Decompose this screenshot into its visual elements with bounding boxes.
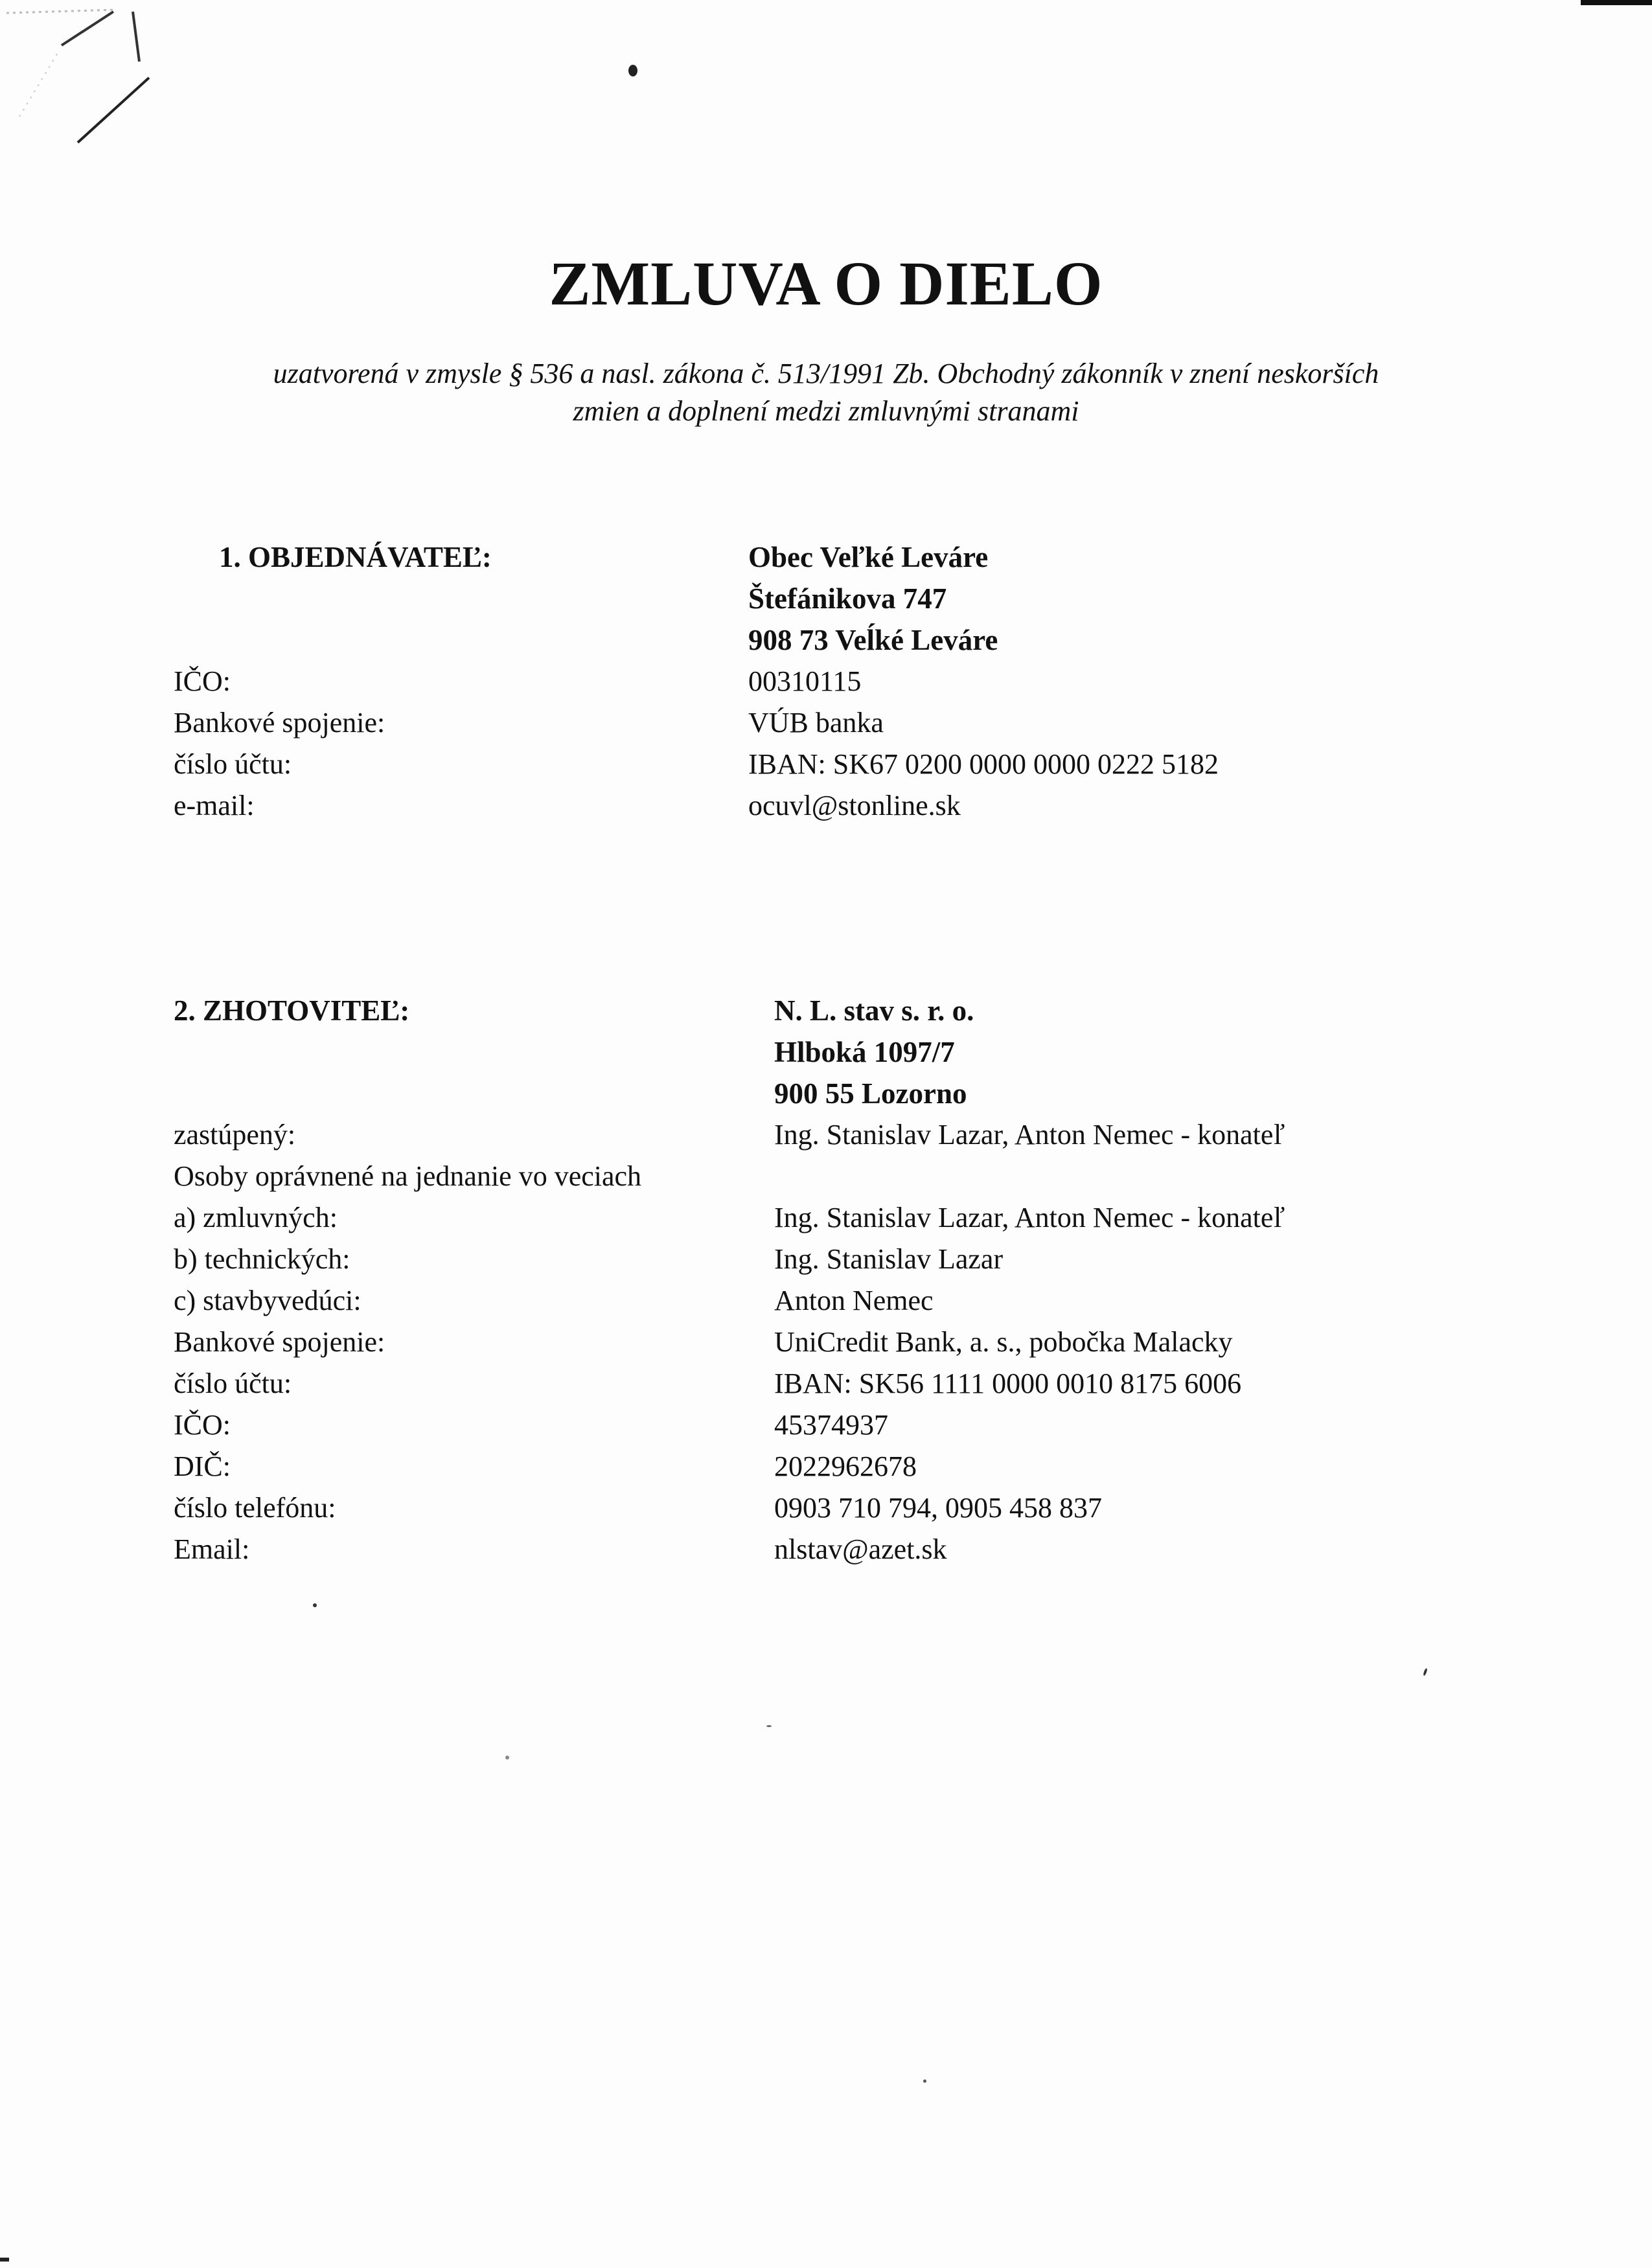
section-heading: 1. OBJEDNÁVATEĽ: [219, 541, 492, 573]
section-heading: 2. ZHOTOVITEĽ: [174, 994, 410, 1027]
field-value: VÚB banka [748, 707, 884, 739]
scan-speck [505, 1756, 509, 1759]
field-row [0, 1322, 1652, 1363]
field-label: IČO: [174, 1409, 231, 1441]
field-row [0, 1404, 1652, 1446]
field-value: nlstav@azet.sk [774, 1533, 947, 1565]
party-city: 908 73 Veĺké Leváre [748, 624, 998, 656]
party-street: Štefánikova 747 [748, 582, 947, 615]
field-row [0, 1197, 1652, 1239]
field-label: Bankové spojenie: [174, 1326, 385, 1358]
document-subtitle [0, 355, 1652, 430]
field-row [0, 1446, 1652, 1487]
field-label: IČO: [174, 665, 231, 697]
scan-speck [313, 1603, 317, 1607]
field-label: c) stavbyvedúci: [174, 1285, 361, 1316]
field-value: Ing. Stanislav Lazar, Anton Nemec - konateľ [774, 1202, 1285, 1233]
scan-corner-mark [0, 0, 168, 155]
field-label: b) technických: [174, 1243, 350, 1275]
field-value: ocuvl@stonline.sk [748, 790, 961, 821]
field-row [0, 1487, 1652, 1529]
party-name: Obec Veľké Leváre [748, 541, 989, 573]
field-label: Email: [174, 1533, 250, 1565]
field-row [0, 1363, 1652, 1404]
field-label: DIČ: [174, 1450, 231, 1482]
field-row [0, 1156, 1652, 1197]
field-value: IBAN: SK56 1111 0000 0010 8175 6006 [774, 1368, 1242, 1399]
scan-speck [0, 2258, 9, 2262]
field-value: 0903 710 794, 0905 458 837 [774, 1492, 1102, 1524]
document-title: ZMLUVA O DIELO [549, 249, 1103, 318]
party-city: 900 55 Lozorno [774, 1077, 967, 1110]
field-row [0, 1280, 1652, 1322]
scan-speck [766, 1725, 772, 1727]
field-label: číslo účtu: [174, 748, 292, 780]
scan-speck [628, 65, 637, 76]
field-row [0, 702, 1652, 744]
field-label: číslo účtu: [174, 1368, 292, 1399]
field-label: e-mail: [174, 790, 255, 821]
field-row [0, 1529, 1652, 1570]
field-value: Anton Nemec [774, 1285, 934, 1316]
field-row [0, 661, 1652, 702]
field-value: 00310115 [748, 665, 862, 697]
field-value: 2022962678 [774, 1450, 917, 1482]
section-objednavatel [0, 536, 1652, 827]
field-value: 45374937 [774, 1409, 888, 1441]
field-label: číslo telefónu: [174, 1492, 336, 1524]
field-label: Bankové spojenie: [174, 707, 385, 739]
field-label: a) zmluvných: [174, 1202, 338, 1233]
field-value: Ing. Stanislav Lazar [774, 1243, 1004, 1275]
scan-speck [923, 2079, 926, 2083]
party-street: Hlboká 1097/7 [774, 1036, 955, 1068]
field-value: UniCredit Bank, a. s., pobočka Malacky [774, 1326, 1233, 1358]
subtitle-line: uzatvorená v zmysle § 536 a nasl. zákona č. 513/1991 Zb. Obchodný zákonník v znení neskorších [273, 358, 1379, 389]
party-name: N. L. stav s. r. o. [774, 994, 974, 1027]
field-label: zastúpený: [174, 1119, 296, 1151]
field-row [0, 785, 1652, 827]
field-value: IBAN: SK67 0200 0000 0000 0222 5182 [748, 748, 1219, 780]
field-value: Ing. Stanislav Lazar, Anton Nemec - konateľ [774, 1119, 1285, 1151]
scan-edge-mark [1581, 0, 1652, 5]
field-row [0, 744, 1652, 785]
scan-speck [1423, 1668, 1428, 1677]
field-row [0, 1239, 1652, 1280]
section-zhotovitel [0, 990, 1652, 1570]
field-row [0, 1114, 1652, 1156]
field-label: Osoby oprávnené na jednanie vo veciach [174, 1160, 642, 1192]
subtitle-line: zmien a doplnení medzi zmluvnými stranami [573, 395, 1079, 427]
